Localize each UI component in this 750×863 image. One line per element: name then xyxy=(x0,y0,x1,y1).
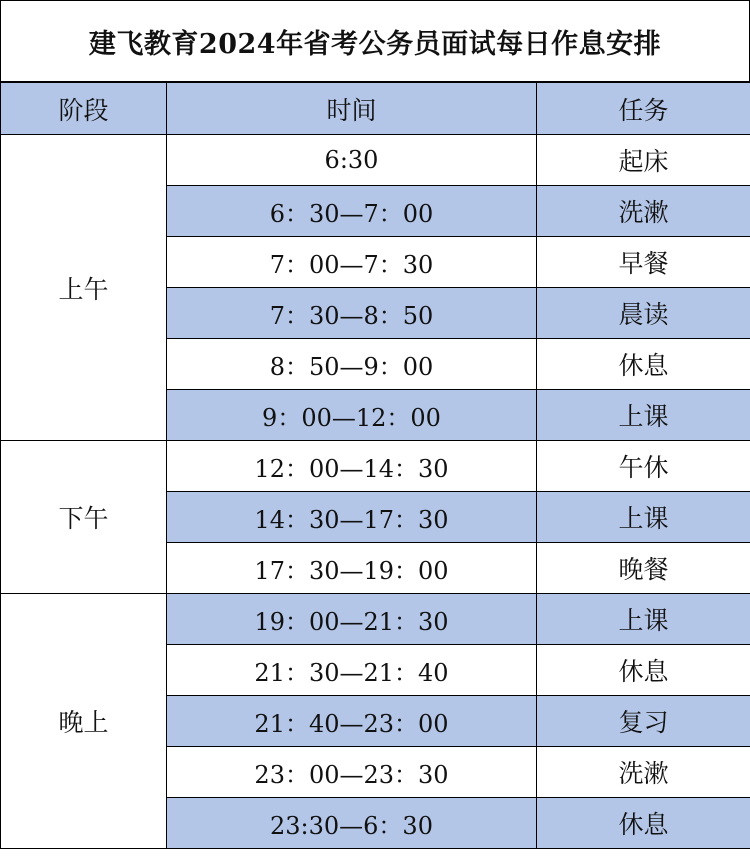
table-row xyxy=(1,135,750,186)
schedule-title: 建飞教育2024年省考公务员面试每日作息安排 xyxy=(0,0,750,82)
time-cell: 23:30—6：30 xyxy=(167,798,537,849)
task-cell: 上课 xyxy=(537,390,750,441)
task-cell: 洗漱 xyxy=(537,747,750,798)
header-row xyxy=(1,83,750,135)
task-cell: 早餐 xyxy=(537,237,750,288)
table-row xyxy=(1,594,750,645)
task-cell: 休息 xyxy=(537,798,750,849)
time-cell: 21：30—21：40 xyxy=(167,645,537,696)
time-cell: 23：00—23：30 xyxy=(167,747,537,798)
time-cell: 21：40—23：00 xyxy=(167,696,537,747)
time-cell: 14：30—17：30 xyxy=(167,492,537,543)
time-cell: 9：00—12：00 xyxy=(167,390,537,441)
task-cell: 午休 xyxy=(537,441,750,492)
phase-cell-morning: 上午 xyxy=(1,135,167,441)
table-row xyxy=(1,441,750,492)
schedule-table xyxy=(0,82,750,849)
task-cell: 晨读 xyxy=(537,288,750,339)
task-cell: 起床 xyxy=(537,135,750,186)
task-cell: 休息 xyxy=(537,339,750,390)
phase-cell-afternoon: 下午 xyxy=(1,441,167,594)
header-phase: 阶段 xyxy=(1,83,167,135)
time-cell: 6:30 xyxy=(167,135,537,186)
header-time: 时间 xyxy=(167,83,537,135)
task-cell: 晚餐 xyxy=(537,543,750,594)
task-cell: 上课 xyxy=(537,594,750,645)
time-cell: 7：00—7：30 xyxy=(167,237,537,288)
time-cell: 12：00—14：30 xyxy=(167,441,537,492)
time-cell: 6：30—7：00 xyxy=(167,186,537,237)
header-task: 任务 xyxy=(537,83,750,135)
time-cell: 19：00—21：30 xyxy=(167,594,537,645)
phase-cell-evening: 晚上 xyxy=(1,594,167,849)
time-cell: 17：30—19：00 xyxy=(167,543,537,594)
task-cell: 休息 xyxy=(537,645,750,696)
task-cell: 复习 xyxy=(537,696,750,747)
time-cell: 8：50—9：00 xyxy=(167,339,537,390)
time-cell: 7：30—8：50 xyxy=(167,288,537,339)
task-cell: 洗漱 xyxy=(537,186,750,237)
task-cell: 上课 xyxy=(537,492,750,543)
